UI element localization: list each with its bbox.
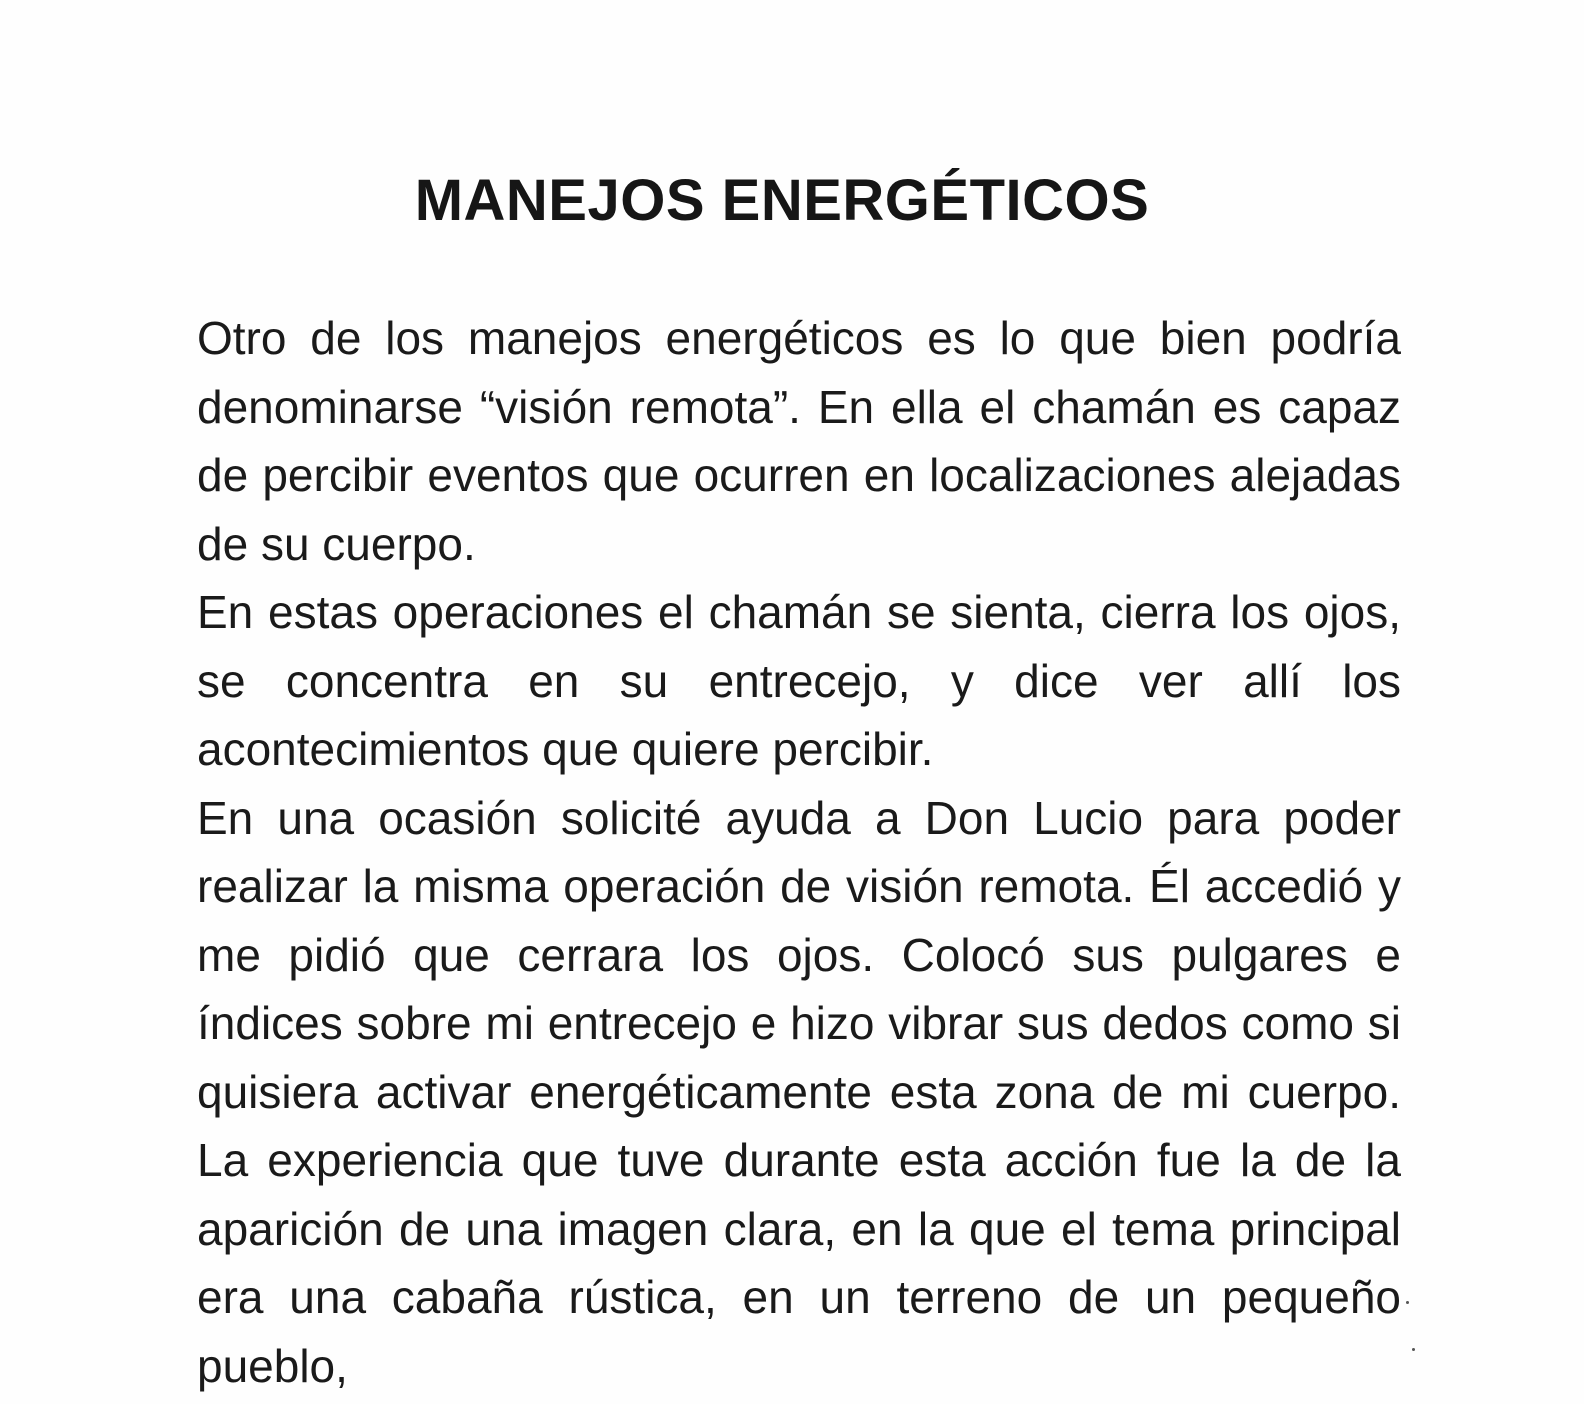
scan-speck: [1406, 1301, 1409, 1304]
scan-speck: [1412, 1348, 1415, 1351]
paragraph-3: En una ocasión solicité ayuda a Don Lucio para poder realizar la misma operación de visión remota. Él accedió y me pidió que cerrara los ojos. Colocó sus pulgares e índices sobre mi entrecejo e hizo vibrar sus dedos como si quisiera activar energéticamente esta zona de mi cuerpo. La experiencia que tuve durante esta acción fue la de la aparición de una imagen clara, en la que el tema principal era una cabaña rústica, en un terreno de un pequeño pueblo,: [197, 791, 1401, 1392]
page-title: MANEJOS ENERGÉTICOS: [414, 168, 1150, 233]
body-text: [197, 304, 1401, 1400]
paragraph-2: En estas operaciones el chamán se sienta, cierra los ojos, se concentra en su entrecejo, y dice ver allí los acontecimientos que quiere percibir.: [197, 586, 1401, 775]
paragraph-1: Otro de los manejos energéticos es lo que bien podría denominarse “visión remota”. En ella el chamán es capaz de percibir eventos que ocurren en localizaciones alejadas de su cuerpo.: [197, 312, 1401, 570]
